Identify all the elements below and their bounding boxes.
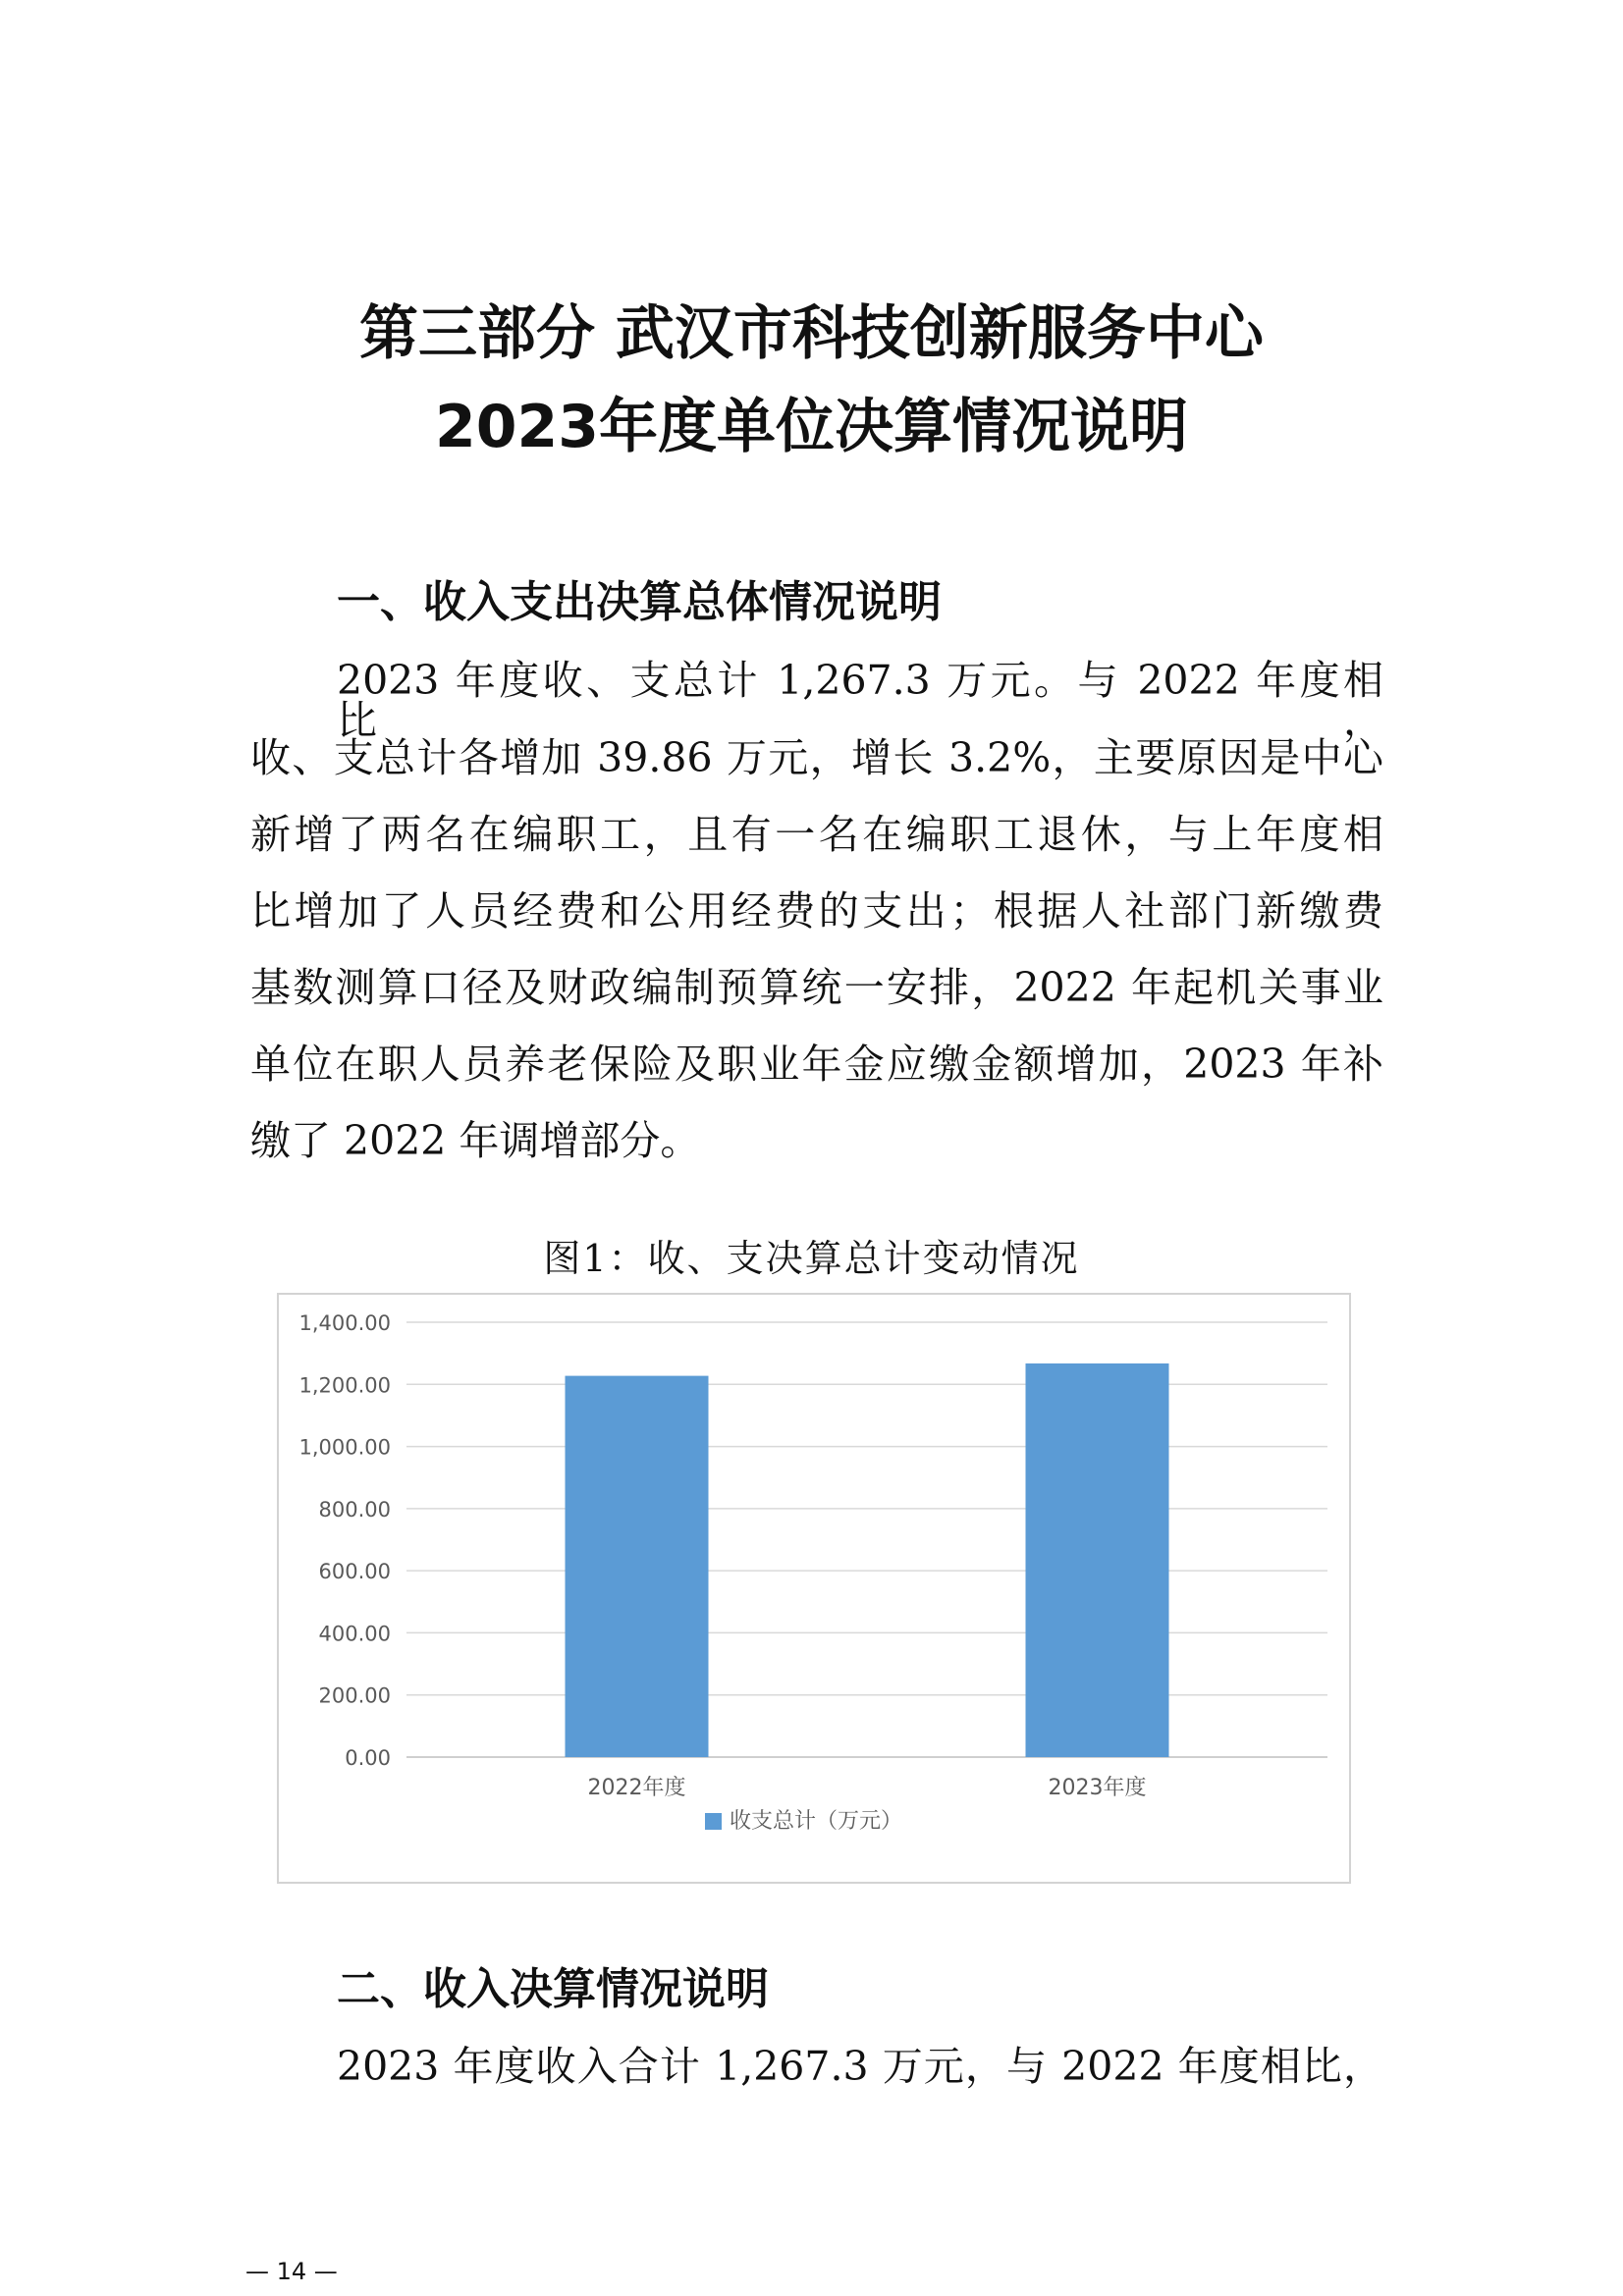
y-tick-label: 1,000.00 [298,1435,391,1460]
paragraph-line: 缴了 2022 年调增部分。 [250,1117,701,1164]
y-tick-label: 200.00 [318,1683,391,1708]
paragraph-line: 2023 年度收入合计 1,267.3 万元，与 2022 年度相比， [337,2043,1383,2090]
section-heading-2: 二、收入决算情况说明 [337,1964,769,2014]
x-category-label: 2022年度 [587,1776,686,1800]
paragraph-line: 收、支总计各增加 39.86 万元，增长 3.2%，主要原因是中心 [250,734,1383,781]
y-tick-label: 600.00 [318,1560,391,1584]
bar-2023年度 [1026,1363,1169,1757]
paragraph-line: 基数测算口径及财政编制预算统一安排，2022 年起机关事业 [250,964,1383,1011]
chart-container [277,1293,1351,1884]
paragraph-line: 单位在职人员养老保险及职业年金应缴金额增加，2023 年补 [250,1041,1383,1088]
bar-chart [279,1295,1349,1882]
bar-2022年度 [566,1376,709,1757]
page-title-line-1: 第三部分 武汉市科技创新服务中心 [359,299,1264,368]
y-tick-label: 0.00 [345,1746,391,1770]
x-category-label: 2023年度 [1048,1776,1147,1800]
paragraph-line: 2023 年度收、支总计 1,267.3 万元。与 2022 年度相比， [337,657,1383,744]
page-title-line-2: 2023年度单位决算情况说明 [435,393,1188,461]
paragraph-line: 新增了两名在编职工，且有一名在编职工退休，与上年度相 [250,811,1383,858]
paragraph-line: 比增加了人员经费和公用经费的支出；根据人社部门新缴费 [250,887,1383,934]
section-heading-1: 一、收入支出决算总体情况说明 [337,577,942,627]
y-tick-label: 800.00 [318,1497,391,1522]
legend-label: 收支总计（万元） [730,1809,903,1834]
y-tick-label: 1,400.00 [298,1311,391,1335]
y-tick-label: 1,200.00 [298,1373,391,1398]
page-number: — 14 — [245,2258,338,2285]
legend-swatch [705,1813,722,1830]
y-tick-label: 400.00 [318,1622,391,1646]
chart-caption: 图1：收、支决算总计变动情况 [543,1237,1080,1280]
